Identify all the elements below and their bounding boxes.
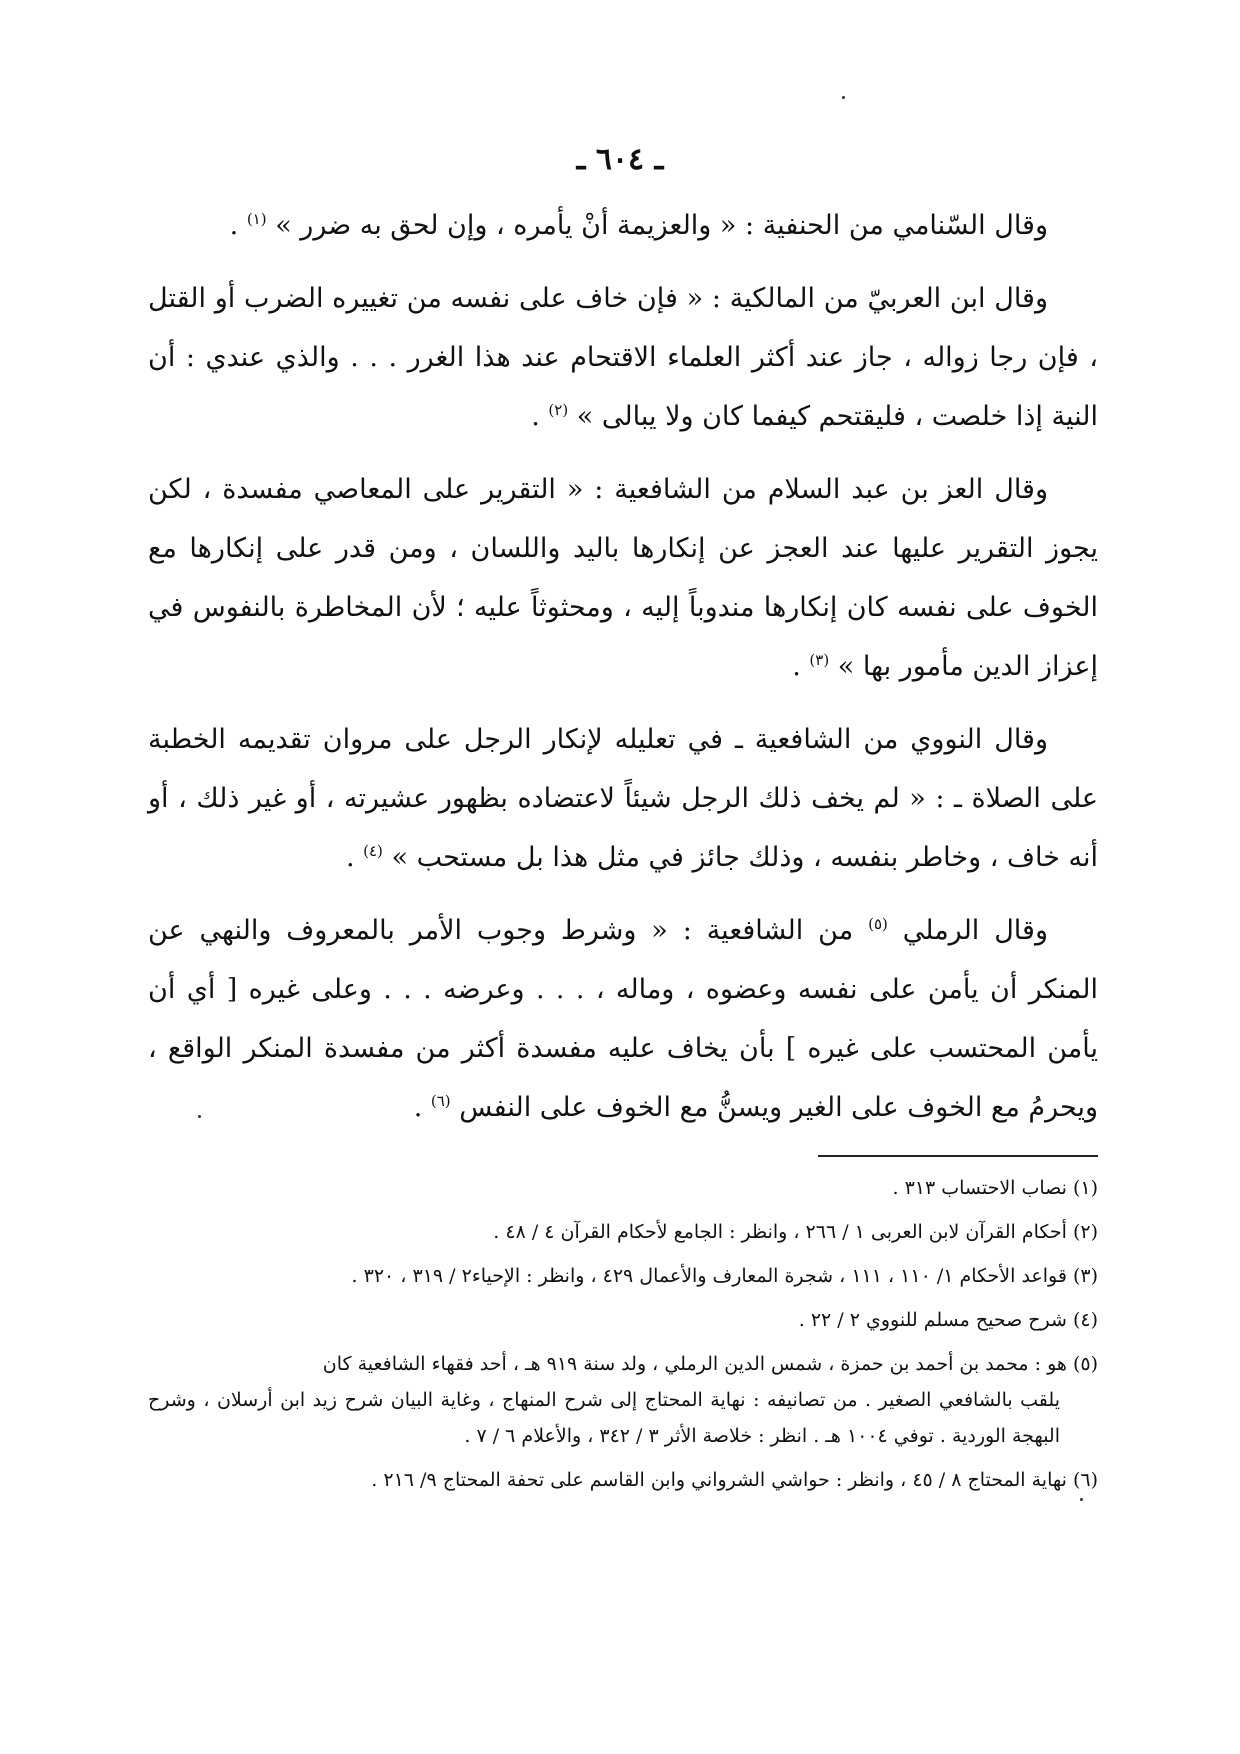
footnote-number: (١) bbox=[1072, 1177, 1098, 1199]
page-number: ـ ٦٠٤ ـ bbox=[576, 142, 664, 177]
scan-speck bbox=[842, 96, 845, 99]
footnote-text: نهاية المحتاج ٨ / ٤٥ ، وانظر : حواشي الشرواني وابن القاسم على تحفة المحتاج ٩/ ٢١٦ . bbox=[371, 1469, 1067, 1491]
paragraph-text: وقال العز بن عبد السلام من الشافعية : « التقرير على المعاصي مفسدة ، لكن يجوز التقرير عليها عند العجز عن إنكارها باليد واللسان ، ومن قدر على إنكارها مع الخوف على نفسه كان إنكارها مندوباً إليه ، ومحثوثاً عليه ؛ لأن المخاطرة بالنفوس في إعزاز الدين مأمور بها » bbox=[148, 474, 1098, 682]
paragraph-text: وقال الرملي bbox=[887, 915, 1048, 946]
paragraph-end: . bbox=[345, 842, 364, 873]
footnote-5 bbox=[148, 1346, 1098, 1454]
footnote-text: قواعد الأحكام ١/ ١١٠ ، ١١١ ، شجرة المعارف والأعمال ٤٢٩ ، وانظر : الإحياء٢ / ٣١٩ ، ٣٢٠ . bbox=[351, 1265, 1067, 1287]
footnote-6 bbox=[148, 1462, 1098, 1498]
footnotes bbox=[148, 1170, 1098, 1506]
footnote-text: شرح صحيح مسلم للنووي ٢ / ٢٢ . bbox=[798, 1309, 1067, 1331]
paragraph-text: وقال السّنامي من الحنفية : « والعزيمة أنْ يأمره ، وإن لحق به ضرر » bbox=[275, 210, 1048, 241]
footnote-ref[interactable]: (١) bbox=[246, 210, 267, 228]
footnote-text: أحكام القرآن لابن العربى ١ / ٢٦٦ ، وانظر : الجامع لأحكام القرآن ٤ / ٤٨ . bbox=[493, 1221, 1067, 1243]
paragraph-text: وقال النووي من الشافعية ـ في تعليله لإنكار الرجل على مروان تقديمه الخطبة على الصلاة ـ : « لم يخف ذلك الرجل شيئاً لاعتضاده بظهور عشيرته ، أو غير ذلك ، أو أنه خاف ، وخاطر بنفسه ، وذلك جائز في مثل هذا بل مستحب » bbox=[148, 724, 1098, 873]
footnote-number: (٢) bbox=[1072, 1221, 1098, 1243]
scan-speck bbox=[198, 1115, 201, 1118]
paragraph-1 bbox=[148, 196, 1098, 255]
footnote-4 bbox=[148, 1302, 1098, 1338]
paragraph-end: . bbox=[792, 651, 810, 682]
footnote-ref[interactable]: (٤) bbox=[363, 842, 383, 860]
paragraph-4 bbox=[148, 710, 1098, 887]
paragraph-end: . bbox=[413, 1092, 431, 1123]
main-text bbox=[148, 196, 1098, 1151]
footnote-text: نصاب الاحتساب ٣١٣ . bbox=[892, 1177, 1067, 1199]
footnote-ref[interactable]: (٦) bbox=[430, 1092, 451, 1110]
footnote-number: (٥) bbox=[1072, 1353, 1098, 1375]
paragraph-3 bbox=[148, 460, 1098, 696]
footnote-text: هو : محمد بن أحمد بن حمزة ، شمس الدين الرملي ، ولد سنة ٩١٩ هـ ، أحد فقهاء الشافعية كان bbox=[322, 1353, 1067, 1375]
paragraph-text: وقال ابن العربيّ من المالكية : « فإن خاف على نفسه من تغييره الضرب أو القتل ، فإن رجا زواله ، جاز عند أكثر العلماء الاقتحام عند هذا الغرر . . . والذي عندي : أن النية إذا خلصت ، فليقتحم كيفما كان ولا يبالى » bbox=[148, 283, 1098, 432]
footnote-number: (٦) bbox=[1072, 1469, 1098, 1491]
scan-speck bbox=[1080, 1498, 1083, 1501]
footnote-ref[interactable]: (٥) bbox=[868, 915, 888, 933]
paragraph-text: من الشافعية : « وشرط وجوب الأمر بالمعروف والنهي عن المنكر أن يأمن على نفسه وعضوه ، وماله ، . . . وعرضه . . . وعلى غيره [ أي أن يأمن المحتسب على غيره ] بأن يخاف عليه مفسدة أكثر من مفسدة المنكر الواقع ، ويحرمُ مع الخوف على الغير ويسنُّ مع الخوف على النفس bbox=[148, 915, 1098, 1123]
footnote-divider bbox=[818, 1155, 1098, 1157]
paragraph-2 bbox=[148, 269, 1098, 446]
footnote-2 bbox=[148, 1214, 1098, 1250]
footnote-ref[interactable]: (٣) bbox=[809, 651, 830, 669]
footnote-continuation: يلقب بالشافعي الصغير . من تصانيفه : نهاية المحتاج إلى شرح المنهاج ، وغاية البيان شرح زيد ابن أرسلان ، وشرح البهجة الوردية . توفي ١٠٠٤ هـ . انظر : خلاصة الأثر ٣ / ٣٤٢ ، والأعلام ٦ / ٧ . bbox=[148, 1389, 1060, 1447]
paragraph-end: . bbox=[531, 401, 549, 432]
paragraph-end: . bbox=[229, 210, 247, 241]
footnote-number: (٣) bbox=[1072, 1265, 1098, 1287]
footnote-1 bbox=[148, 1170, 1098, 1206]
footnote-number: (٤) bbox=[1072, 1309, 1098, 1331]
footnote-ref[interactable]: (٢) bbox=[548, 401, 569, 419]
footnote-3 bbox=[148, 1258, 1098, 1294]
paragraph-5 bbox=[148, 901, 1098, 1137]
